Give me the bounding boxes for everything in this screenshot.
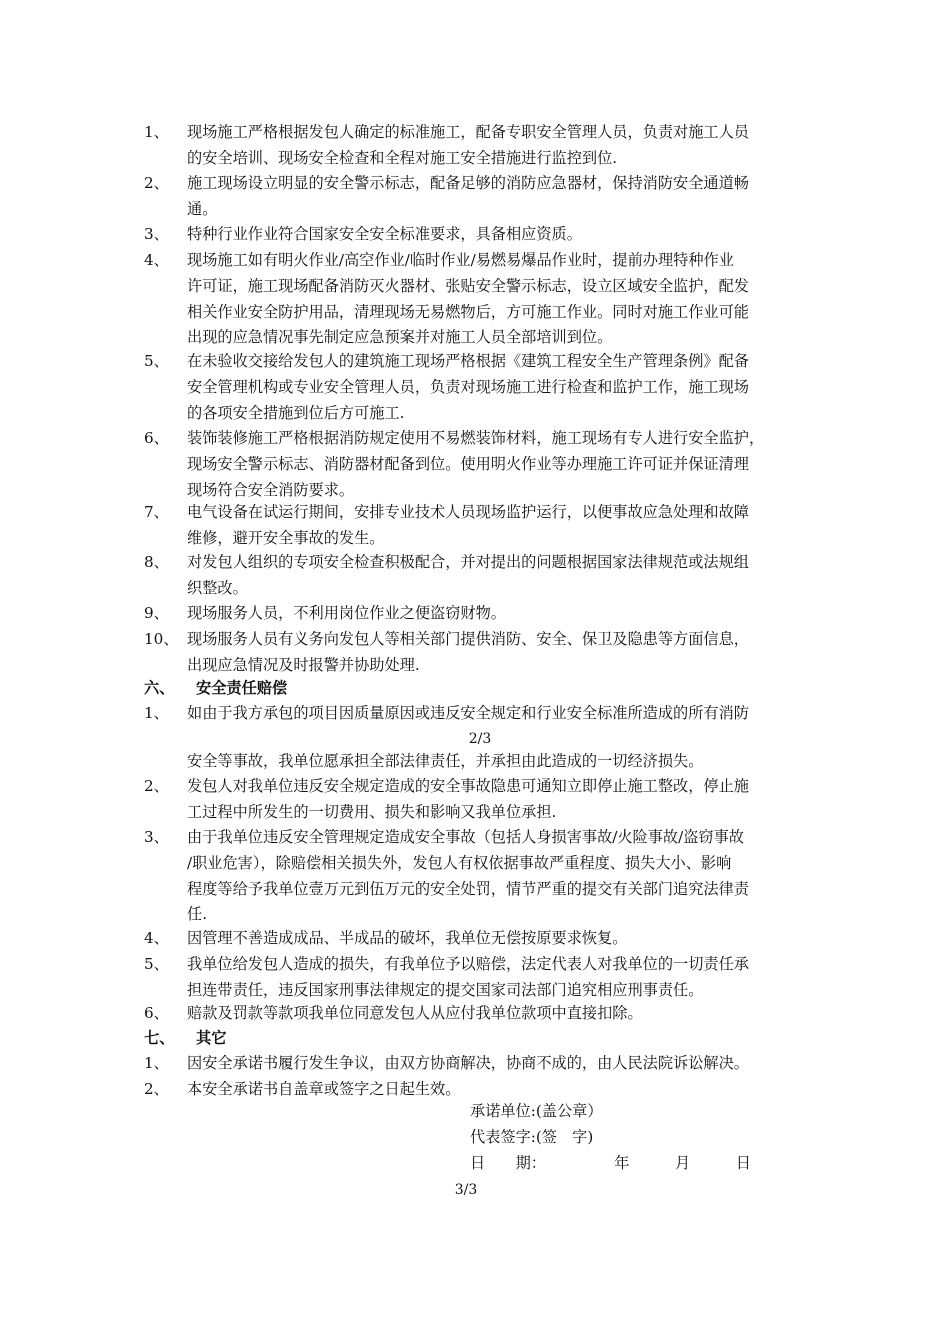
item-line: 现场服务人员有义务向发包人等相关部门提供消防、安全、保卫及隐患等方面信息， [187, 630, 749, 648]
item-number: 7、 [144, 503, 169, 521]
item-line: 施工现场设立明显的安全警示标志，配备足够的消防应急器材，保持消防安全通道畅 [187, 174, 749, 192]
item-number: 2、 [144, 777, 169, 795]
item-line: 安全管理机构或专业安全管理人员，负责对现场施工进行检查和监护工作，施工现场 [187, 377, 749, 396]
item-line: 我单位给发包人造成的损失，有我单位予以赔偿，法定代表人对我单位的一切责任承 [187, 955, 749, 973]
signature-date: 日 期： 年 月 日 [470, 1154, 751, 1172]
item-text [187, 248, 812, 351]
item-text [187, 120, 812, 172]
item-line: 担连带责任，违反国家刑事法律规定的提交国家司法部门追究相应刑事责任。 [187, 980, 704, 999]
item-number: 8、 [144, 553, 169, 571]
page-number: 3/3 [454, 1182, 478, 1198]
item-number: 1、 [144, 123, 169, 141]
item-line: 如由于我方承包的项目因质量原因或违反安全规定和行业安全标准所造成的所有消防 [187, 704, 749, 722]
item-number: 4、 [144, 929, 169, 947]
item-line: 织整改。 [187, 578, 248, 597]
signature-unit: 承诺单位:(盖公章） [470, 1102, 603, 1120]
item-line: 现场安全警示标志、消防器材配备到位。使用明火作业等办理施工许可证并保证清理 [187, 454, 749, 473]
item-number: 4、 [144, 251, 169, 269]
item-line: 现场符合安全消防要求。 [187, 480, 355, 499]
item-text [187, 749, 812, 775]
section-heading-7 [144, 1026, 226, 1051]
item-line: 装饰装修施工严格根据消防规定使用不易燃装饰材料，施工现场有专人进行安全监护， [187, 429, 765, 447]
item-text [187, 222, 812, 248]
heading-number: 七、 [144, 1029, 175, 1047]
item-number: 2、 [144, 174, 169, 192]
item-line: 在未验收交接给发包人的建筑施工现场严格根据《建筑工程安全生产管理条例》配备 [187, 352, 749, 370]
item-line: 电气设备在试运行期间，安排专业技术人员现场监护运行，以便事故应急处理和故障 [187, 503, 749, 521]
item-line: 对发包人组织的专项安全检查积极配合，并对提出的问题根据国家法律规范或法规组 [187, 553, 749, 571]
item-text [187, 952, 812, 1004]
item-number: 1、 [144, 1054, 169, 1072]
item-line: 维修，避开安全事故的发生。 [187, 528, 385, 547]
item-number: 1、 [144, 704, 169, 722]
item-number: 10、 [144, 630, 179, 648]
item-text [187, 627, 812, 679]
item-line: /职业危害），除赔偿相关损失外，发包人有权依据事故严重程度、损失大小、影响 [187, 853, 732, 872]
item-line: 的各项安全措施到位后方可施工. [187, 403, 405, 422]
item-text [187, 171, 812, 223]
item-line: 因安全承诺书履行发生争议，由双方协商解决，协商不成的，由人民法院诉讼解决。 [187, 1054, 749, 1072]
item-line: 现场服务人员，不利用岗位作业之便盗窃财物。 [187, 604, 506, 622]
item-line: 现场施工如有明火作业/高空作业/临时作业/易燃易爆品作业时，提前办理特种作业 [187, 251, 734, 269]
item-text [187, 825, 812, 928]
item-text [187, 774, 812, 826]
item-number: 3、 [144, 225, 169, 243]
item-line: 出现应急情况及时报警并协助处理. [187, 655, 420, 674]
item-line: 任. [187, 905, 208, 924]
heading-number: 六、 [144, 679, 175, 697]
item-line: 通。 [187, 199, 218, 218]
item-text [187, 601, 812, 627]
item-text [187, 701, 812, 727]
item-line: 相关作业安全防护用品，清理现场无易燃物后，方可施工作业。同时对施工作业可能 [187, 302, 749, 321]
item-text [187, 349, 812, 426]
item-number: 5、 [144, 955, 169, 973]
item-number: 2、 [144, 1080, 169, 1098]
item-text [187, 926, 812, 952]
item-line: 现场施工严格根据发包人确定的标准施工，配备专职安全管理人员，负责对施工人员 [187, 123, 749, 141]
signature-representative: 代表签字:(签 字) [470, 1128, 594, 1146]
section-heading-6 [144, 676, 287, 701]
heading-title: 安全责任赔偿 [196, 679, 288, 697]
item-number: 5、 [144, 352, 169, 370]
item-line: 发包人对我单位违反安全规定造成的安全事故隐患可通知立即停止施工整改，停止施 [187, 777, 749, 795]
item-text [187, 1051, 812, 1077]
page-number: 2/3 [468, 731, 492, 747]
item-line: 特种行业作业符合国家安全安全标准要求，具备相应资质。 [187, 225, 582, 243]
item-number: 3、 [144, 828, 169, 846]
item-line: 的安全培训、现场安全检查和全程对施工安全措施进行监控到位. [187, 148, 618, 167]
item-number: 6、 [144, 429, 169, 447]
item-line: 由于我单位违反安全管理规定造成安全事故（包括人身损害事故/火险事故/盗窃事故 [187, 828, 744, 846]
item-line: 工过程中所发生的一切费用、损失和影响又我单位承担. [187, 802, 557, 821]
item-number: 9、 [144, 604, 169, 622]
item-text [187, 550, 812, 602]
item-text [187, 426, 812, 503]
item-number: 6、 [144, 1004, 169, 1022]
item-line: 本安全承诺书自盖章或签字之日起生效。 [187, 1080, 461, 1098]
item-line: 安全等事故，我单位愿承担全部法律责任，并承担由此造成的一切经济损失。 [187, 752, 704, 770]
item-line: 程度等给予我单位壹万元到伍万元的安全处罚，情节严重的提交有关部门追究法律责 [187, 879, 749, 898]
item-line: 许可证，施工现场配备消防灭火器材、张贴安全警示标志，设立区域安全监护，配发 [187, 276, 749, 295]
item-text [187, 1001, 812, 1027]
heading-title: 其它 [196, 1029, 227, 1047]
item-text [187, 500, 812, 552]
item-line: 因管理不善造成成品、半成品的破坏，我单位无偿按原要求恢复。 [187, 929, 628, 947]
item-line: 赔款及罚款等款项我单位同意发包人从应付我单位款项中直接扣除。 [187, 1004, 643, 1022]
item-line: 出现的应急情况事先制定应急预案并对施工人员全部培训到位。 [187, 328, 613, 347]
